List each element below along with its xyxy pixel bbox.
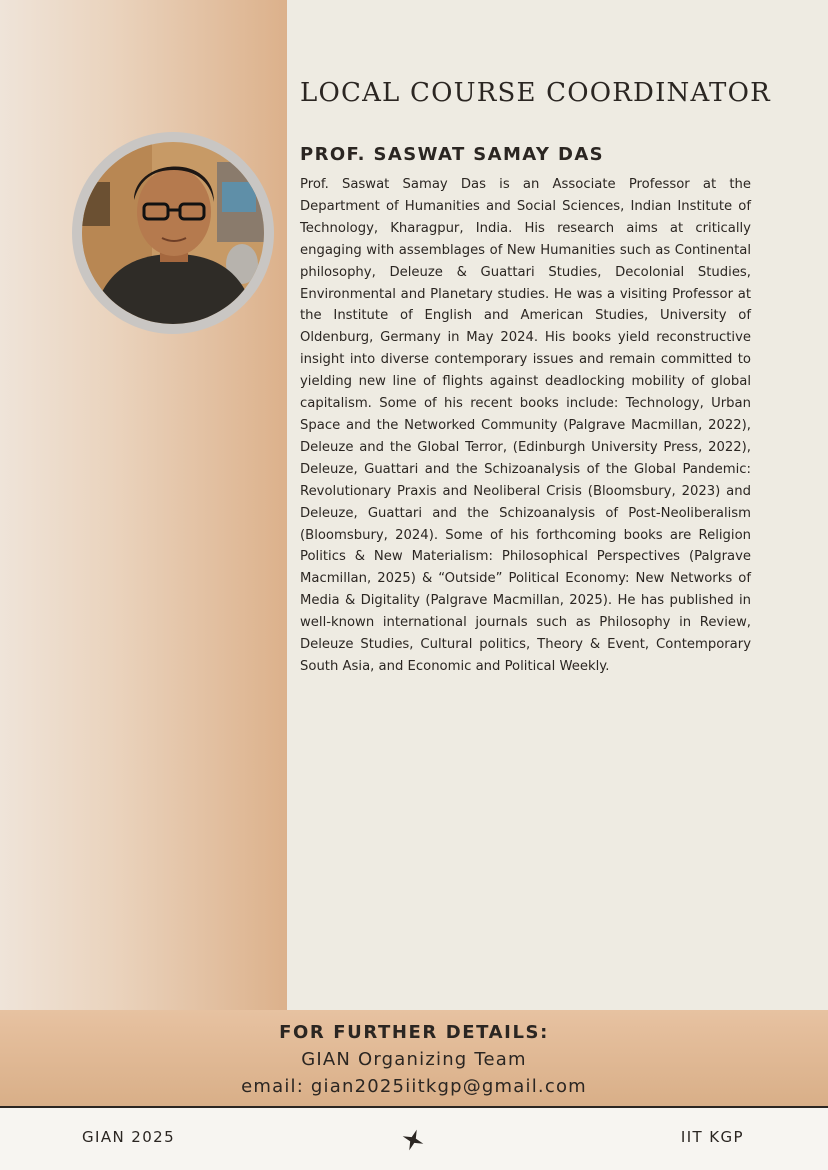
bottom-right-label: IIT KGP [680, 1128, 744, 1146]
profile-photo-frame [72, 132, 274, 334]
bottom-bar [0, 1108, 828, 1170]
contact-title: FOR FURTHER DETAILS: [279, 1022, 549, 1043]
coordinator-name: PROF. SASWAT SAMAY DAS [300, 144, 605, 165]
contact-footer [0, 1010, 828, 1106]
page-title: LOCAL COURSE COORDINATOR [300, 78, 771, 108]
sidebar-panel [0, 0, 287, 1010]
main-content [287, 0, 828, 1010]
bottom-left-label: GIAN 2025 [82, 1128, 176, 1146]
contact-team: GIAN Organizing Team [301, 1049, 527, 1070]
profile-photo [82, 142, 264, 324]
coordinator-bio: Prof. Saswat Samay Das is an Associate Professor at the Department of Humanities and Social Sciences, Indian Institute of Technology, Kharagpur, India. His research aims at critically engaging with assemblages of New Humanities such as Continental philosophy, Deleuze & Guattari Studies, Decolonial Studies, Environmental and Planetary studies. He was a visiting Professor at the Institute of English and American Studies, University of Oldenburg, Germany in May 2024. His books yield reconstructive insight into diverse contemporary issues and remain committed to yielding new line of flights against deadlocking mobility of global capitalism. Some of his recent books include: Technology, Urban Space and the Networked Community (Palgrave Macmillan, 2022), Deleuze and the Global Terror, (Edinburgh University Press, 2022), Deleuze, Guattari and the Schizoanalysis of the Global Pandemic: Revolutionary Praxis and Neoliberal Crisis (Bloomsbury, 2023) and Deleuze, Guattari and the Schizoanalysis of Post-Neoliberalism (Bloomsbury, 2024). Some of his forthcoming books are Religion Politics & New Materialism: Philosophical Perspectives (Palgrave Macmillan, 2025) & “Outside” Political Economy: New Networks of Media & Digitality (Palgrave Macmillan, 2025). He has published in well-known international journals such as Philosophy in Review, Deleuze Studies, Cultural politics, Theory & Event, Contemporary South Asia, and Economic and Political Weekly. [300, 177, 751, 674]
four-point-star-icon [401, 1128, 425, 1152]
contact-email: email: gian2025iitkgp@gmail.com [241, 1076, 587, 1097]
